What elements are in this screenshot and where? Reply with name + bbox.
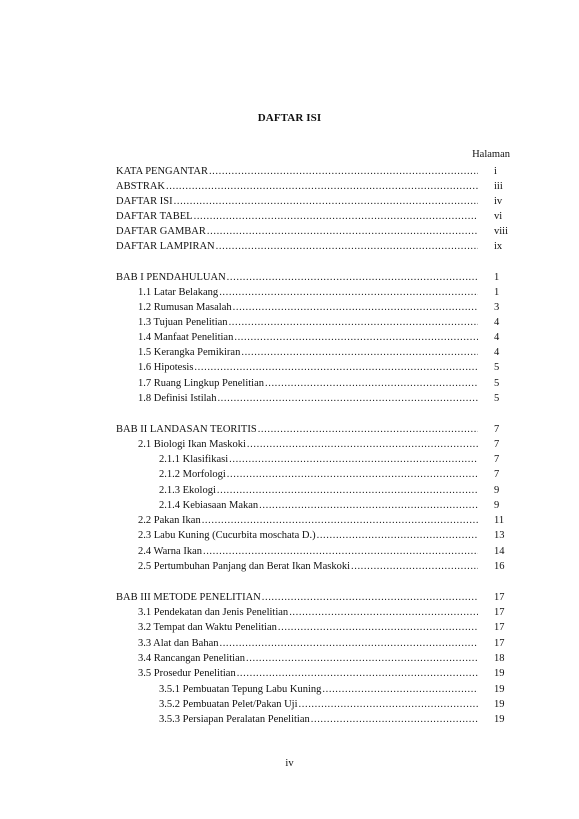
toc-entry[interactable]: 2.5 Pertumbuhan Panjang dan Berat Ikan Maskoki ..... 16 xyxy=(138,559,478,575)
toc-entry[interactable]: 1.7 Ruang Lingkup Penelitian ..... 5 xyxy=(138,376,478,392)
toc-entry[interactable]: 2.1.4 Kebiasaan Makan ..... 9 xyxy=(159,498,478,514)
toc-entry[interactable]: KATA PENGANTAR ..... i xyxy=(116,164,478,180)
toc-entry[interactable]: 1.8 Definisi Istilah ..... 5 xyxy=(138,391,478,407)
toc-entry[interactable]: 1.2 Rumusan Masalah ..... 3 xyxy=(138,300,478,316)
toc-entry[interactable]: 2.1.2 Morfologi ..... 7 xyxy=(159,467,478,483)
toc-entry[interactable]: 3.5 Prosedur Penelitian ..... 19 xyxy=(138,666,478,682)
page-number: iv xyxy=(285,758,294,769)
toc-chapter[interactable]: BAB I PENDAHULUAN ..... 1 xyxy=(116,270,478,286)
toc-entry[interactable]: 3.5.1 Pembuatan Tepung Labu Kuning ..... 19 xyxy=(159,682,478,698)
toc-entry[interactable]: 1.3 Tujuan Penelitian ..... 4 xyxy=(138,315,478,331)
toc-entry[interactable]: 1.1 Latar Belakang ..... 1 xyxy=(138,285,478,301)
toc-entry[interactable]: 3.1 Pendekatan dan Jenis Penelitian ..... 17 xyxy=(138,605,478,621)
page-title: DAFTAR ISI xyxy=(257,112,322,124)
toc-entry[interactable]: DAFTAR TABEL ..... vi xyxy=(116,209,478,225)
toc-entry[interactable]: 2.3 Labu Kuning (Cucurbita moschata D.) ..... 13 xyxy=(138,528,478,544)
toc-entry[interactable]: 3.4 Rancangan Penelitian ..... 18 xyxy=(138,651,478,667)
page-column-header: Halaman xyxy=(472,149,510,160)
toc-entry[interactable]: 3.5.3 Persiapan Peralatan Penelitian ..... 19 xyxy=(159,712,478,728)
toc-entry[interactable]: 1.5 Kerangka Pemikiran ..... 4 xyxy=(138,345,478,361)
toc-entry[interactable]: 3.3 Alat dan Bahan ..... 17 xyxy=(138,636,478,652)
toc-entry[interactable]: DAFTAR LAMPIRAN ..... ix xyxy=(116,239,478,255)
toc-entry[interactable]: DAFTAR GAMBAR ..... viii xyxy=(116,224,478,240)
toc-entry[interactable]: 2.1 Biologi Ikan Maskoki ..... 7 xyxy=(138,437,478,453)
toc-entry[interactable]: ABSTRAK ..... iii xyxy=(116,179,478,195)
toc-entry[interactable]: 3.2 Tempat dan Waktu Penelitian ..... 17 xyxy=(138,620,478,636)
toc-chapter[interactable]: BAB II LANDASAN TEORITIS ..... 7 xyxy=(116,422,478,438)
toc-entry[interactable]: 1.6 Hipotesis ..... 5 xyxy=(138,360,478,376)
toc-entry[interactable]: 2.1.3 Ekologi ..... 9 xyxy=(159,483,478,499)
toc-entry[interactable]: 2.4 Warna Ikan ..... 14 xyxy=(138,544,478,560)
toc-entry[interactable]: 2.2 Pakan Ikan ..... 11 xyxy=(138,513,478,529)
toc-chapter[interactable]: BAB III METODE PENELITIAN ..... 17 xyxy=(116,590,478,606)
toc-entry[interactable]: 1.4 Manfaat Penelitian ..... 4 xyxy=(138,330,478,346)
toc-entry[interactable]: DAFTAR ISI ..... iv xyxy=(116,194,478,210)
toc-entry[interactable]: 2.1.1 Klasifikasi ..... 7 xyxy=(159,452,478,468)
toc-entry[interactable]: 3.5.2 Pembuatan Pelet/Pakan Uji ..... 19 xyxy=(159,697,478,713)
